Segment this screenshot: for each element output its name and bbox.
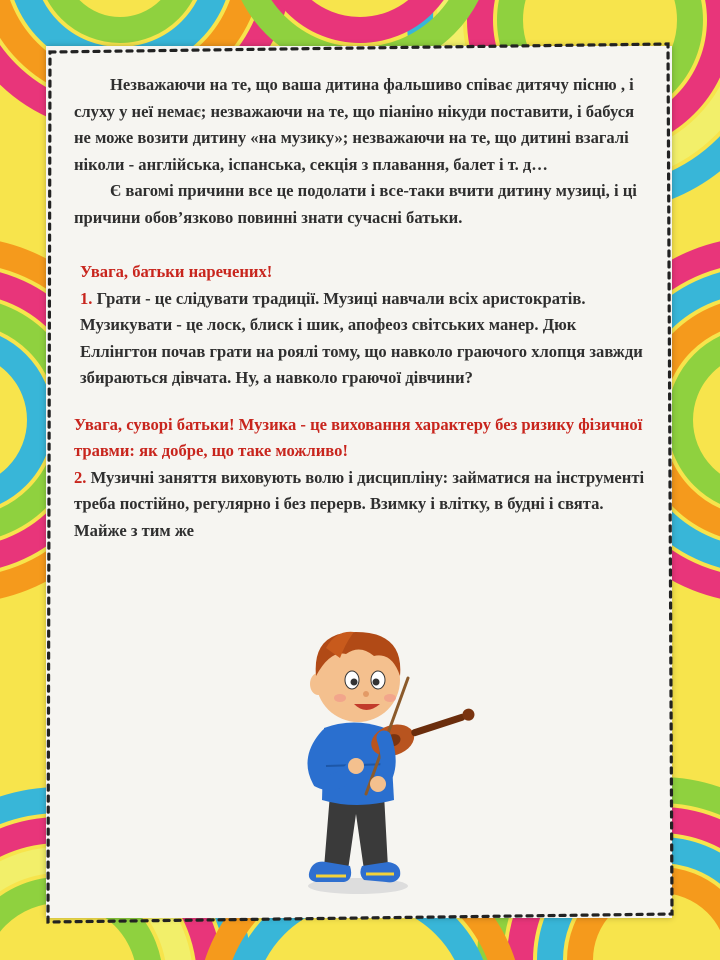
heading-strict-parents: Увага, суворі батьки! Музика - це виховання характеру без ризику фізичної травми: як добре, що таке можливо!	[74, 414, 643, 460]
point-1-number: 1.	[80, 288, 93, 308]
point-1-text: Грати - це слідувати традиції. Музиці навчали всіх аристократів. Музикувати - це лоск, блиск і шик, апофеоз світських манер. Дюк Еллінгтон почав грати на роялі тому, що навколо граючого хлопця завжди збираються дівчата. Ну, а навколо граючої дівчини?	[80, 288, 643, 387]
boy-violin-illustration	[296, 618, 486, 908]
point-1	[74, 286, 654, 392]
heading-bride-parents: Увага, батьки наречених!	[80, 262, 273, 281]
reasons-paragraph: Є вагомі причини все це подолати і все-таки вчити дитину музиці, і ці причини обов’язково повинні знати сучасні батьки.	[74, 181, 637, 227]
intro-paragraph: Незважаючи на те, що ваша дитина фальшиво співає дитячу пісню , і слуху у неї немає; незважаючи на те, що піаніно нікуди поставити, і бабуся не може возити дитину «на музику»; незважаючи на те, що дитині взагалі ніколи - англійська, іспанська, секція з плавання, балет і т. д…	[74, 75, 635, 174]
point-2-text: Музичні заняття виховують волю і дисципліну: займатися на інструменті треба постійно, регулярно і без перерв. Взимку і влітку, в будні і свята. Майже з тим же	[74, 467, 645, 540]
article-text	[74, 72, 654, 544]
point-2-number: 2.	[74, 467, 87, 487]
point-2	[74, 465, 654, 545]
